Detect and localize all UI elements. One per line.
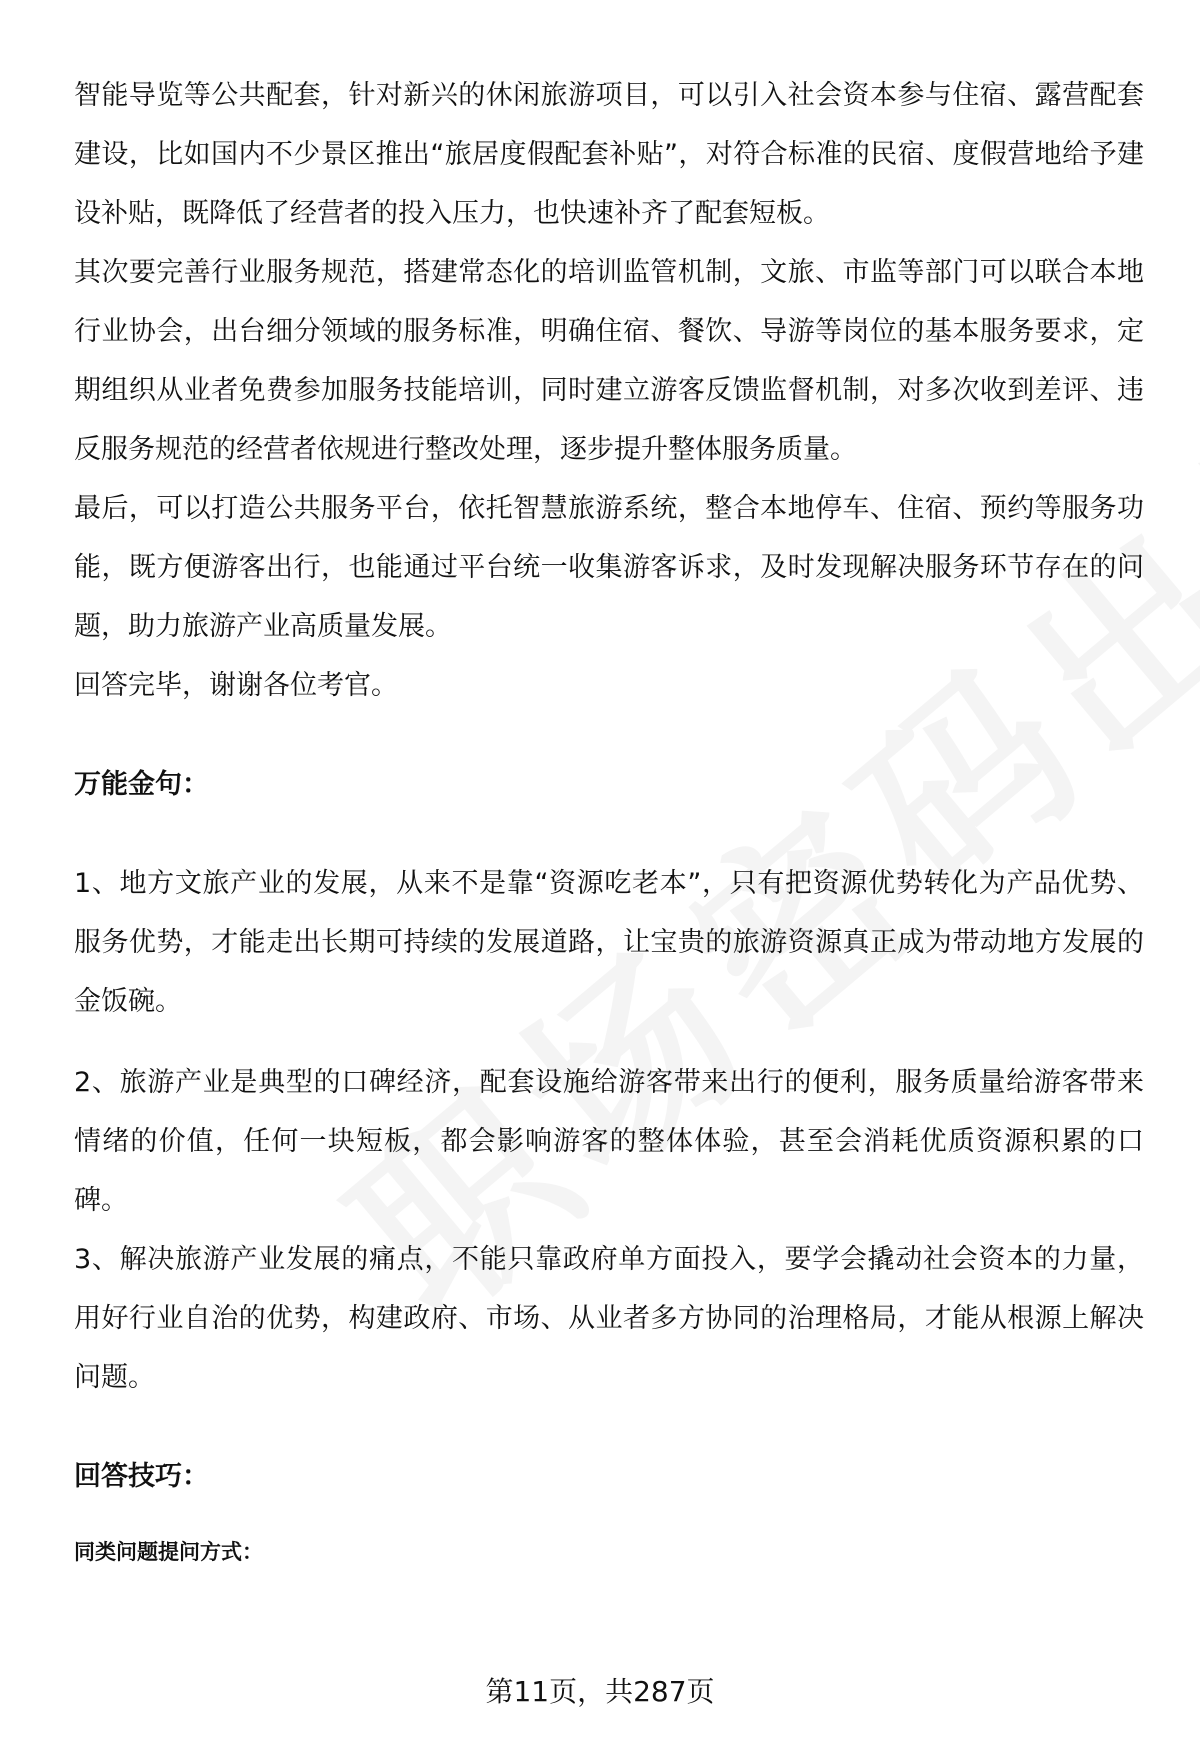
document-body [74, 66, 1144, 1572]
paragraph-service-standards: 其次要完善行业服务规范，搭建常态化的培训监管机制，文旅、市监等部门可以联合本地行业协会，出台细分领域的服务标准，明确住宿、餐饮、导游等岗位的基本服务要求，定期组织从业者免费参加服务技能培训，同时建立游客反馈监督机制，对多次收到差评、违反服务规范的经营者依规进行整改处理，逐步提升整体服务质量。 [74, 257, 1144, 465]
universal-phrase-item: 1、地方文旅产业的发展，从来不是靠“资源吃老本”，只有把资源优势转化为产品优势、服务优势，才能走出长期可持续的发展道路，让宝贵的旅游资源真正成为带动地方发展的金饭碗。 [74, 868, 1144, 1017]
section-heading-universal-phrases: 万能金句： [74, 769, 209, 800]
paragraph-closing: 回答完毕，谢谢各位考官。 [74, 670, 398, 701]
paragraph-supporting-facilities: 智能导览等公共配套，针对新兴的休闲旅游项目，可以引入社会资本参与住宿、露营配套建设，比如国内不少景区推出“旅居度假配套补贴”，对符合标准的民宿、度假营地给予建设补贴，既降低了经营者的投入压力，也快速补齐了配套短板。 [74, 80, 1144, 229]
section-heading-answer-tips: 回答技巧： [74, 1461, 209, 1492]
section-subheading-similar-questions: 同类问题提问方式： [74, 1540, 263, 1564]
paragraph-public-platform: 最后，可以打造公共服务平台，依托智慧旅游系统，整合本地停车、住宿、预约等服务功能，既方便游客出行，也能通过平台统一收集游客诉求，及时发现解决服务环节存在的问题，助力旅游产业高质量发展。 [74, 493, 1144, 642]
universal-phrase-item: 2、旅游产业是典型的口碑经济，配套设施给游客带来出行的便利，服务质量给游客带来情绪的价值，任何一块短板，都会影响游客的整体体验，甚至会消耗优质资源积累的口碑。 [74, 1067, 1144, 1216]
universal-phrase-item: 3、解决旅游产业发展的痛点，不能只靠政府单方面投入，要学会撬动社会资本的力量，用好行业自治的优势，构建政府、市场、从业者多方协同的治理格局，才能从根源上解决问题。 [74, 1244, 1144, 1393]
page-number: 第11页，共287页 [485, 1675, 715, 1708]
